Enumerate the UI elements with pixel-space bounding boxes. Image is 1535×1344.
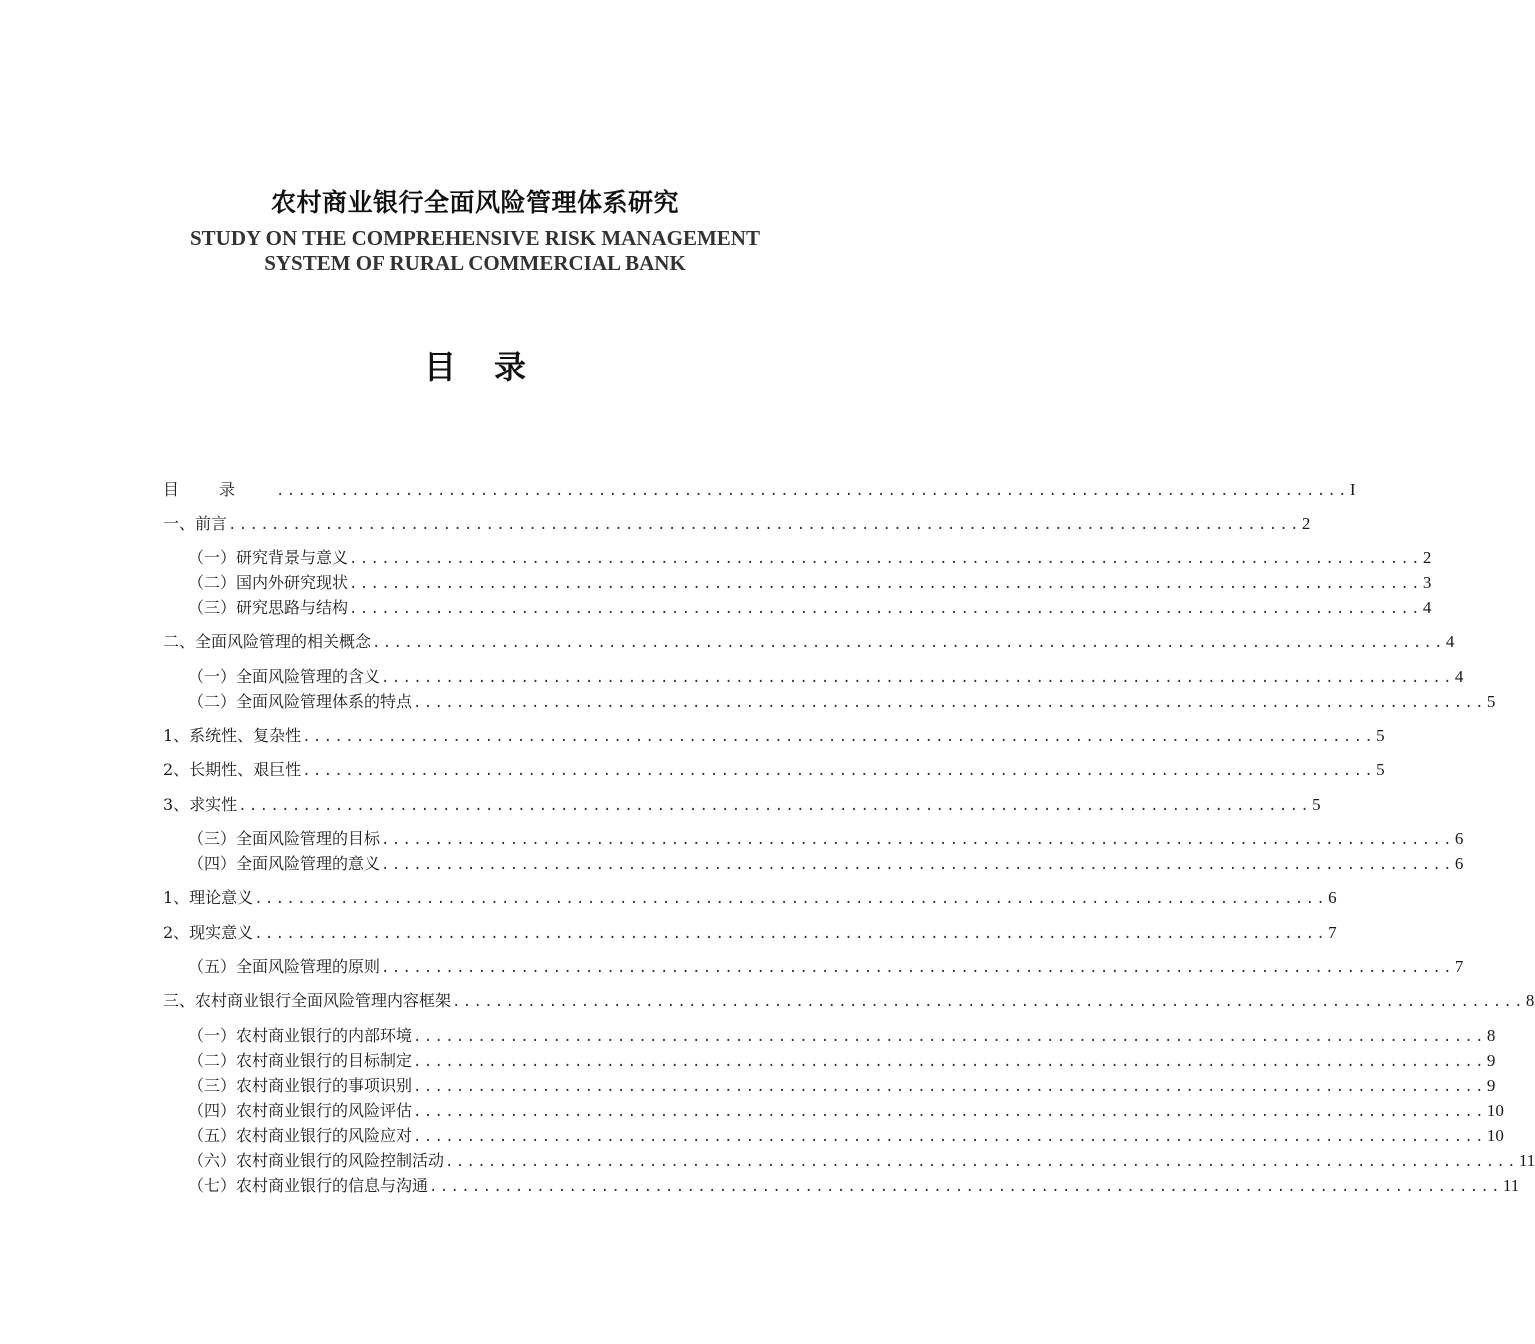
toc-entry-label: （三）全面风险管理的目标	[188, 829, 381, 848]
document-title-english-line-2: SYSTEM OF RURAL COMMERCIAL BANK	[264, 251, 686, 275]
toc-entry[interactable]	[188, 597, 1432, 619]
toc-entry-page: 5	[1376, 726, 1385, 745]
toc-entry-label: 1、系统性、复杂性	[163, 726, 302, 745]
document-title-english	[0, 226, 950, 276]
toc-entry[interactable]	[188, 853, 1464, 875]
toc-entry-label: （一）研究背景与意义	[188, 548, 349, 567]
toc-dot-leader: ....................................................................................................	[276, 483, 1349, 499]
toc-entry[interactable]	[163, 759, 1385, 781]
toc-entry-page: 8	[1525, 991, 1535, 1010]
toc-entry[interactable]	[163, 794, 1321, 816]
document-title-chinese: 农村商业银行全面风险管理体系研究	[270, 188, 679, 217]
toc-dot-leader: ....................................................................................................	[302, 729, 1376, 745]
toc-entry-label: 1、理论意义	[163, 888, 254, 907]
toc-entry[interactable]	[188, 547, 1432, 569]
toc-dot-leader: ....................................................................................................	[413, 1029, 1486, 1045]
toc-entry[interactable]	[163, 922, 1337, 944]
toc-entry-label: （七）农村商业银行的信息与沟通	[188, 1176, 429, 1195]
toc-entry[interactable]	[163, 513, 1311, 535]
toc-entry[interactable]	[163, 479, 1356, 501]
toc-entry[interactable]	[188, 666, 1464, 688]
toc-entry-label: （六）农村商业银行的风险控制活动	[188, 1151, 445, 1170]
toc-entry-page: 2	[1301, 514, 1311, 533]
toc-entry[interactable]	[188, 1025, 1496, 1047]
toc-entry-label: 三、农村商业银行全面风险管理内容框架	[163, 991, 452, 1010]
toc-entry-page: 5	[1486, 692, 1496, 711]
toc-entry-page: 11	[1518, 1151, 1535, 1170]
toc-dot-leader: ....................................................................................................	[429, 1179, 1502, 1195]
toc-entry[interactable]	[163, 990, 1535, 1012]
toc-entry[interactable]	[188, 828, 1464, 850]
toc-dot-leader: ....................................................................................................	[413, 1104, 1486, 1120]
toc-entry-page: 2	[1422, 548, 1432, 567]
toc-entry-page: 10	[1486, 1126, 1504, 1145]
toc-entry-page: 8	[1486, 1026, 1496, 1045]
toc-entry[interactable]	[188, 1050, 1496, 1072]
toc-entry-label: （五）全面风险管理的原则	[188, 957, 381, 976]
toc-dot-leader: ....................................................................................................	[349, 576, 1422, 592]
toc-entry-page: I	[1349, 480, 1356, 499]
toc-heading: 目录	[423, 348, 564, 386]
toc-entry[interactable]	[163, 725, 1385, 747]
toc-entry-label: （四）全面风险管理的意义	[188, 854, 381, 873]
toc-dot-leader: ....................................................................................................	[254, 926, 1328, 942]
toc-entry[interactable]	[188, 1075, 1496, 1097]
toc-entry-page: 6	[1454, 854, 1464, 873]
toc-entry-label: 目录	[163, 480, 276, 499]
toc-entry-page: 4	[1454, 667, 1464, 686]
toc-dot-leader: ....................................................................................................	[238, 798, 1312, 814]
toc-dot-leader: ....................................................................................................	[349, 601, 1422, 617]
toc-dot-leader: ....................................................................................................	[445, 1154, 1518, 1170]
toc-entry[interactable]	[188, 1175, 1520, 1197]
toc-dot-leader: ....................................................................................................	[381, 857, 1454, 873]
toc-entry-label: （一）农村商业银行的内部环境	[188, 1026, 413, 1045]
toc-entry[interactable]	[188, 1100, 1504, 1122]
toc-entry[interactable]	[188, 956, 1464, 978]
toc-entry[interactable]	[163, 887, 1337, 909]
toc-entry-label: （五）农村商业银行的风险应对	[188, 1126, 413, 1145]
toc-dot-leader: ....................................................................................................	[413, 1079, 1486, 1095]
toc-entry-label: （二）国内外研究现状	[188, 573, 349, 592]
document-title-english-line-1: STUDY ON THE COMPREHENSIVE RISK MANAGEMENT	[190, 226, 760, 250]
toc-entry-page: 6	[1454, 829, 1464, 848]
toc-entry-page: 11	[1502, 1176, 1520, 1195]
toc-entry[interactable]	[188, 691, 1496, 713]
toc-entry-label: （二）农村商业银行的目标制定	[188, 1051, 413, 1070]
toc-entry-page: 10	[1486, 1101, 1504, 1120]
toc-entry-page: 5	[1312, 795, 1321, 814]
toc-entry-label: 2、长期性、艰巨性	[163, 760, 302, 779]
toc-entry-page: 9	[1486, 1051, 1496, 1070]
toc-entry[interactable]	[188, 572, 1432, 594]
toc-dot-leader: ....................................................................................................	[228, 517, 1301, 533]
toc-entry-page: 5	[1376, 760, 1385, 779]
toc-entry-page: 7	[1454, 957, 1464, 976]
toc-entry-page: 3	[1422, 573, 1432, 592]
toc-dot-leader: ....................................................................................................	[302, 763, 1376, 779]
toc-dot-leader: ....................................................................................................	[381, 960, 1454, 976]
toc-entry-label: 二、全面风险管理的相关概念	[163, 632, 372, 651]
toc-entry-label: （一）全面风险管理的含义	[188, 667, 381, 686]
toc-entry-page: 4	[1422, 598, 1432, 617]
toc-entry-label: （三）农村商业银行的事项识别	[188, 1076, 413, 1095]
toc-dot-leader: ....................................................................................................	[254, 891, 1328, 907]
toc-entry-label: （三）研究思路与结构	[188, 598, 349, 617]
toc-entry-label: 2、现实意义	[163, 923, 254, 942]
toc-entry-label: （四）农村商业银行的风险评估	[188, 1101, 413, 1120]
toc-dot-leader: ....................................................................................................	[349, 551, 1422, 567]
toc-entry-page: 6	[1328, 888, 1337, 907]
toc-dot-leader: ....................................................................................................	[413, 695, 1486, 711]
toc-entry-label: （二）全面风险管理体系的特点	[188, 692, 413, 711]
toc-entry-page: 4	[1445, 632, 1455, 651]
toc-dot-leader: ....................................................................................................	[413, 1129, 1486, 1145]
toc-entry[interactable]	[188, 1150, 1535, 1172]
toc-entry[interactable]	[163, 631, 1455, 653]
toc-entry-page: 9	[1486, 1076, 1496, 1095]
toc-entry-page: 7	[1328, 923, 1337, 942]
toc-dot-leader: ....................................................................................................	[372, 635, 1445, 651]
toc-entry[interactable]	[188, 1125, 1504, 1147]
toc-dot-leader: ....................................................................................................	[381, 670, 1454, 686]
toc-dot-leader: ....................................................................................................	[452, 994, 1525, 1010]
toc-entry-label: 3、求实性	[163, 795, 238, 814]
toc-entry-label: 一、前言	[163, 514, 228, 533]
toc-dot-leader: ....................................................................................................	[381, 832, 1454, 848]
toc-dot-leader: ....................................................................................................	[413, 1054, 1486, 1070]
